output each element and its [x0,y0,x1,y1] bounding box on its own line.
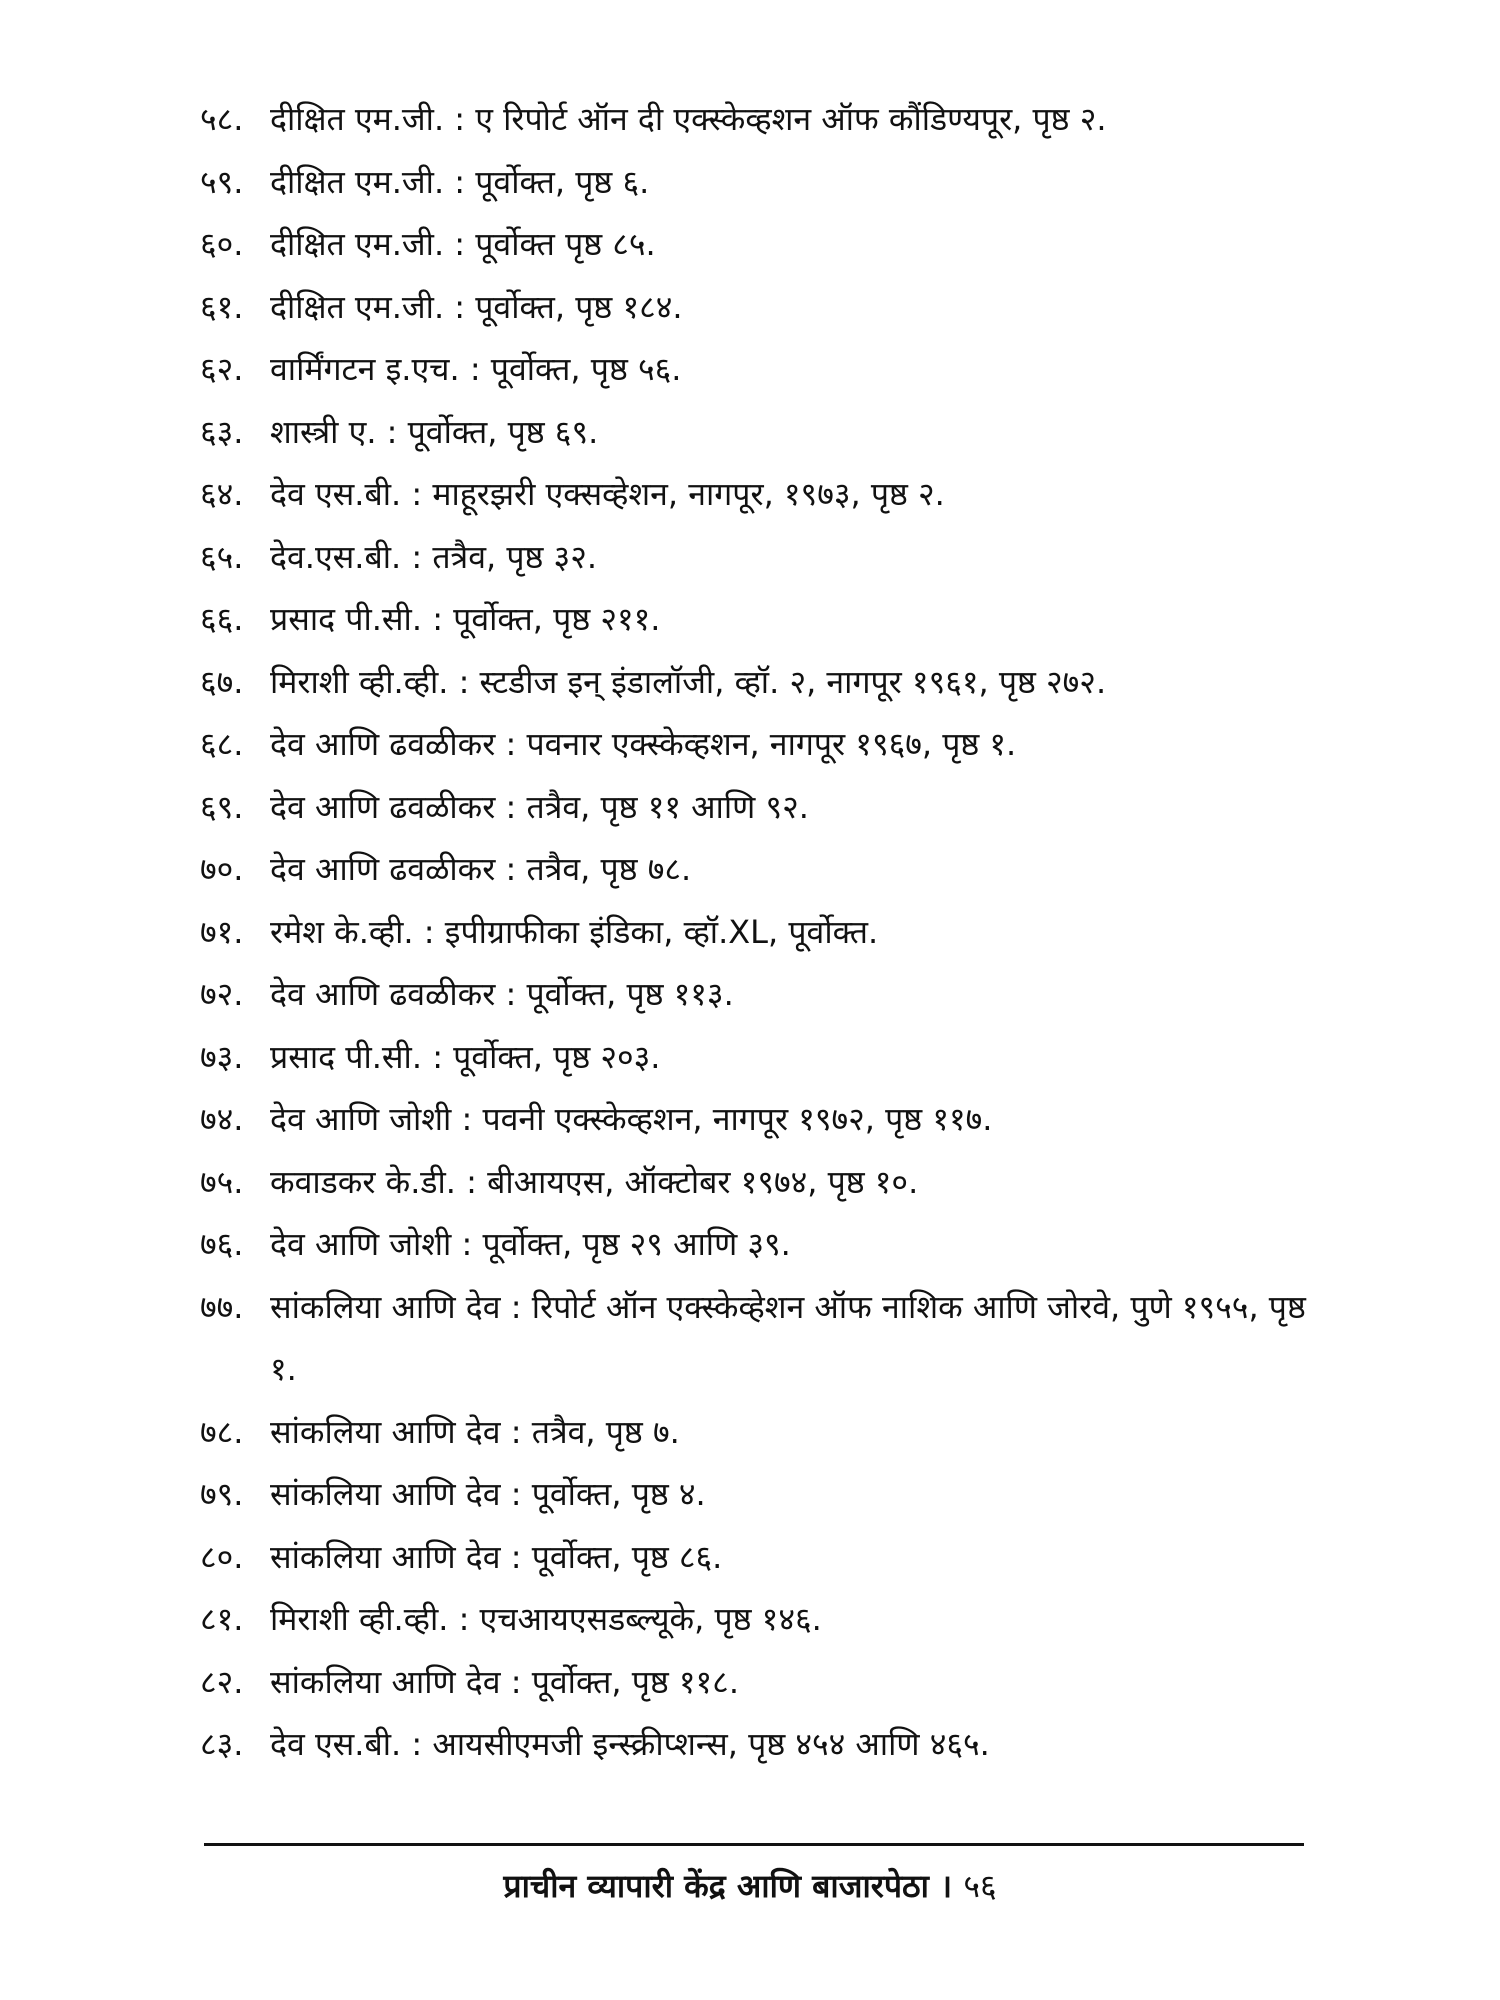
page-number: ५६ [963,1867,997,1905]
endnote-text: देव एस.बी. : माहूरझरी एक्सव्हेशन, नागपूर, १९७३, पृष्ठ २. [270,475,945,513]
endnote-text: देव.एस.बी. : तत्रैव, पृष्ठ ३२. [270,537,598,576]
endnote-text: सांकलिया आणि देव : पूर्वोक्त, पृष्ठ ४. [270,1475,706,1513]
endnote-number: ६७. [200,662,244,701]
endnote-number: ८१. [200,1600,244,1638]
endnote-text: दीक्षित एम.जी. : ए रिपोर्ट ऑन दी एक्स्केव्हशन ऑफ कौंडिण्यपूर, पृष्ठ २. [270,100,1107,138]
endnote-text: देव आणि जोशी : पूर्वोक्त, पृष्ठ २९ आणि ३९. [270,1225,791,1263]
endnote-number: ६२. [200,350,244,388]
endnote-number: ७५. [200,1162,244,1201]
endnote-text: वार्मिंगटन इ.एच. : पूर्वोक्त, पृष्ठ ५६. [270,350,682,388]
endnote-item [200,963,1310,1026]
endnote-text: रमेश के.व्ही. : इपीग्राफीका इंडिका, व्हॉ.XL, पूर्वोक्त. [270,912,879,951]
endnote-number: ८२. [200,1662,244,1701]
endnote-item [200,588,1310,651]
page-footer [0,1866,1500,1906]
endnote-number: ७८. [200,1412,244,1451]
running-title: प्राचीन व्यापारी केंद्र आणि बाजारपेठा [503,1867,929,1905]
endnote-number: ७६. [200,1225,244,1263]
endnote-text: प्रसाद पी.सी. : पूर्वोक्त, पृष्ठ २०३. [270,1037,661,1076]
endnote-item [200,151,1310,214]
endnote-item [200,338,1310,401]
endnote-text: देव एस.बी. : आयसीएमजी इन्स्क्रीप्शन्स, पृष्ठ ४५४ आणि ४६५. [270,1725,990,1763]
endnote-text: शास्त्री ए. : पूर्वोक्त, पृष्ठ ६९. [270,412,599,451]
endnote-item [200,1088,1310,1151]
endnote-text: देव आणि ढवळीकर : पवनार एक्स्केव्हशन, नागपूर १९६७, पृष्ठ १. [270,725,1017,763]
endnote-text: सांकलिया आणि देव : रिपोर्ट ऑन एक्स्केव्हेशन ऑफ नाशिक आणि जोरवे, पुणे १९५५, पृष्ठ १. [270,1287,1306,1388]
endnote-text: कवाडकर के.डी. : बीआयएस, ऑक्टोबर १९७४, पृष्ठ १०. [270,1162,919,1201]
endnote-number: ६८. [200,725,244,763]
endnote-number: ७४. [200,1100,244,1138]
endnote-number: ८३. [200,1725,244,1763]
endnote-number: ७३. [200,1037,244,1076]
endnote-item [200,901,1310,964]
endnote-item [200,651,1310,714]
endnotes-list [200,88,1310,1776]
footer-divider [204,1843,1304,1846]
endnote-text: देव आणि ढवळीकर : तत्रैव, पृष्ठ ७८. [270,850,692,888]
endnote-number: ६३. [200,412,244,451]
endnote-item [200,1588,1310,1651]
endnote-text: सांकलिया आणि देव : पूर्वोक्त, पृष्ठ ८६. [270,1537,723,1576]
endnote-number: ७२. [200,975,244,1013]
endnote-text: प्रसाद पी.सी. : पूर्वोक्त, पृष्ठ २११. [270,600,661,638]
endnote-number: ६५. [200,537,244,576]
endnote-number: ५८. [200,100,244,138]
endnote-text: दीक्षित एम.जी. : पूर्वोक्त पृष्ठ ८५. [270,225,656,263]
endnote-number: ७९. [200,1475,244,1513]
endnote-item [200,463,1310,526]
endnote-number: ७७. [200,1287,244,1326]
endnote-item [200,1463,1310,1526]
endnote-item [200,1213,1310,1276]
endnote-text: सांकलिया आणि देव : तत्रैव, पृष्ठ ७. [270,1412,680,1451]
endnote-item [200,1276,1310,1401]
endnote-item [200,1526,1310,1589]
endnote-number: ६०. [200,225,244,263]
endnote-item [200,1401,1310,1464]
endnote-item [200,88,1310,151]
endnote-text: दीक्षित एम.जी. : पूर्वोक्त, पृष्ठ ६. [270,162,650,201]
endnote-text: देव आणि जोशी : पवनी एक्स्केव्हशन, नागपूर १९७२, पृष्ठ ११७. [270,1100,993,1138]
endnote-item [200,713,1310,776]
endnote-item [200,1151,1310,1214]
endnote-number: ५९. [200,162,244,201]
endnote-number: ७०. [200,850,244,888]
endnote-item [200,276,1310,339]
footer-separator: । [940,1867,953,1905]
endnote-item [200,401,1310,464]
endnote-number: ८०. [200,1537,244,1576]
endnote-number: ६१. [200,287,244,326]
endnote-item [200,1651,1310,1714]
endnote-number: ७१. [200,912,244,951]
endnote-text: देव आणि ढवळीकर : तत्रैव, पृष्ठ ११ आणि ९२. [270,787,809,826]
endnote-number: ६९. [200,787,244,826]
endnote-item [200,526,1310,589]
endnote-text: मिराशी व्ही.व्ही. : स्टडीज इन् इंडालॉजी, व्हॉ. २, नागपूर १९६१, पृष्ठ २७२. [270,662,1107,701]
endnote-item [200,1713,1310,1776]
endnote-text: मिराशी व्ही.व्ही. : एचआयएसडब्ल्यूके, पृष्ठ १४६. [270,1600,822,1638]
endnote-text: दीक्षित एम.जी. : पूर्वोक्त, पृष्ठ १८४. [270,287,683,326]
endnote-number: ६४. [200,475,244,513]
endnote-text: सांकलिया आणि देव : पूर्वोक्त, पृष्ठ ११८. [270,1662,739,1701]
endnote-item [200,838,1310,901]
endnote-item [200,1026,1310,1089]
endnote-text: देव आणि ढवळीकर : पूर्वोक्त, पृष्ठ ११३. [270,975,734,1013]
endnote-item [200,776,1310,839]
endnote-number: ६६. [200,600,244,638]
endnote-item [200,213,1310,276]
